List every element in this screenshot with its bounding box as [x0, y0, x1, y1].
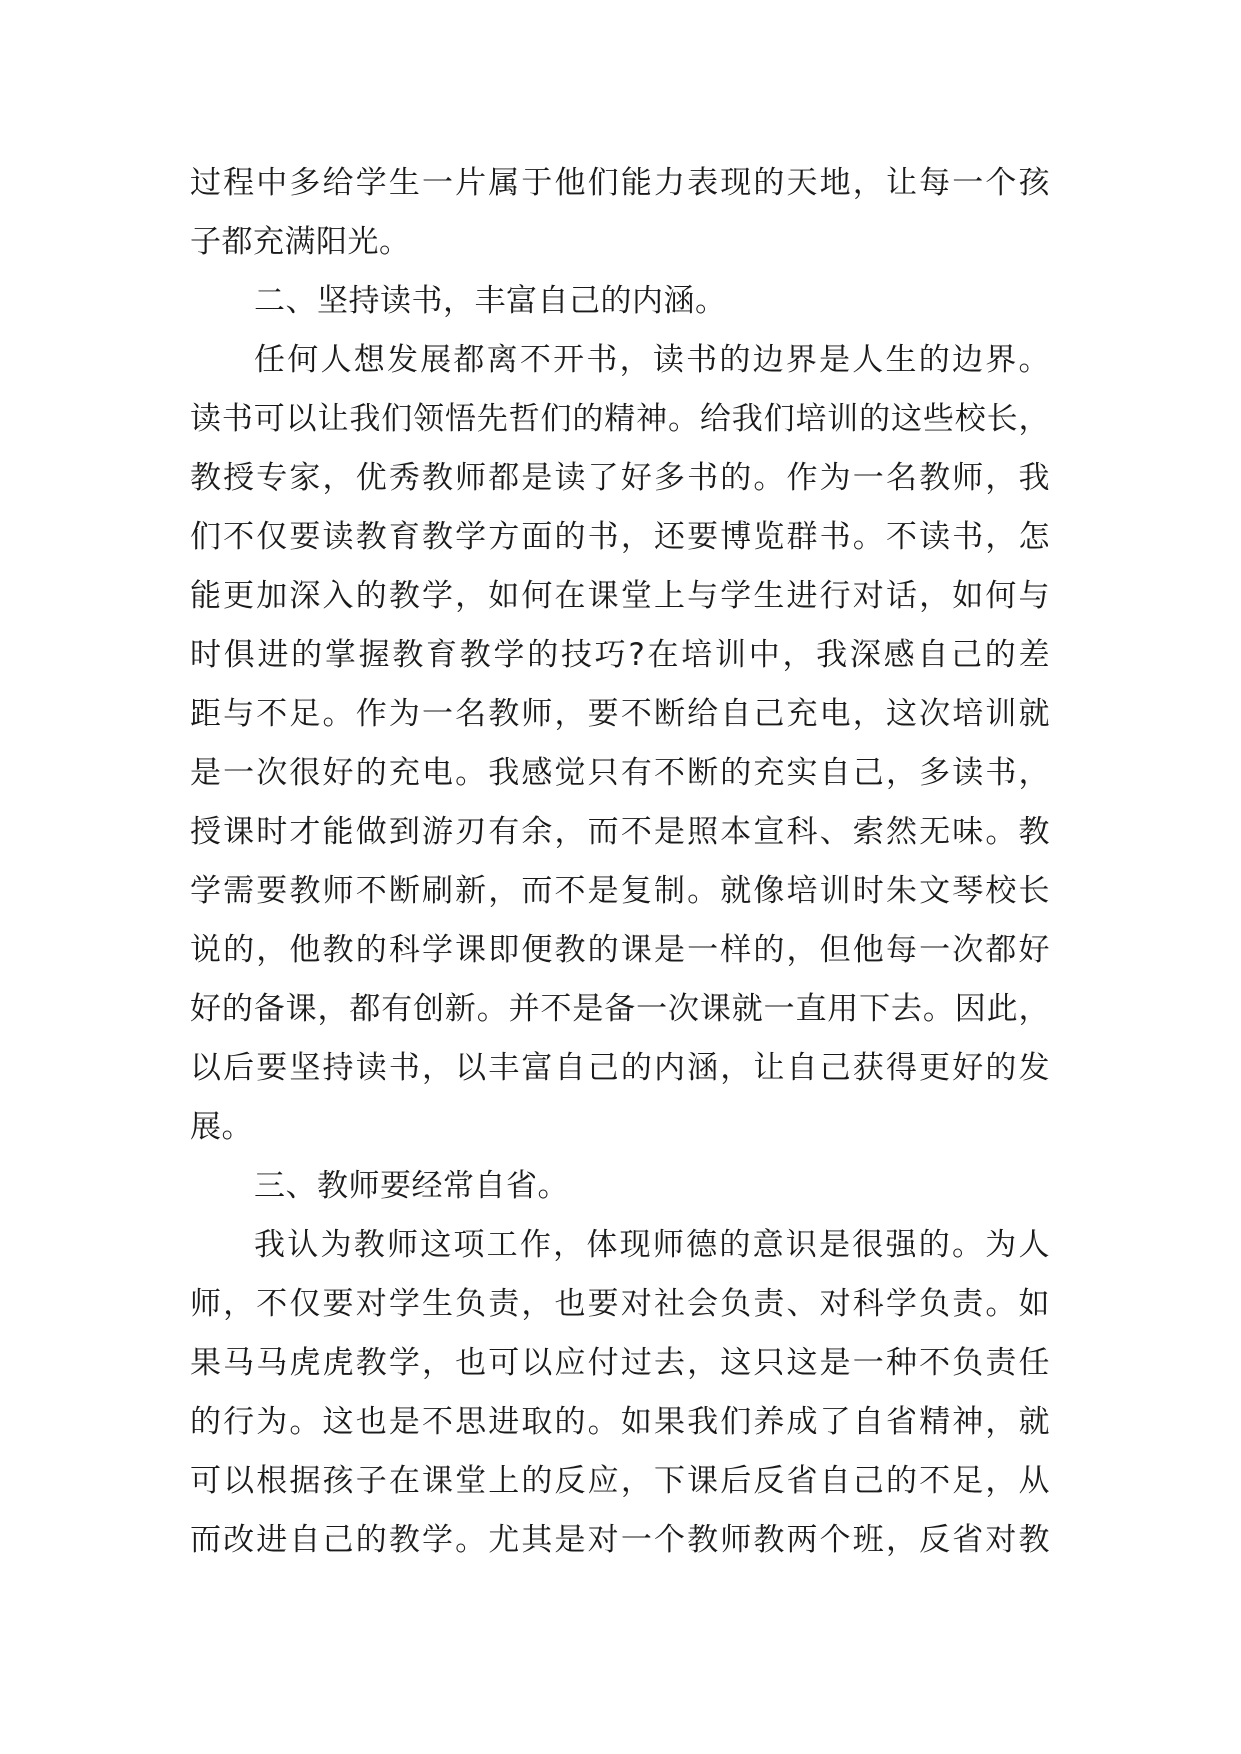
text-line: 能更加深入的教学，如何在课堂上与学生进行对话，如何与: [190, 578, 1050, 614]
text-line: 距与不足。作为一名教师，要不断给自己充电，这次培训就: [190, 696, 1050, 732]
text-line: 读书可以让我们领悟先哲们的精神。给我们培训的这些校长，: [190, 401, 1050, 437]
text-line: 任何人想发展都离不开书，读书的边界是人生的边界。: [254, 342, 1050, 378]
text-line: 好的备课，都有创新。并不是备一次课就一直用下去。因此，: [190, 991, 1050, 1027]
text-line: 果马马虎虎教学，也可以应付过去，这只这是一种不负责任: [190, 1345, 1050, 1381]
text-line: 授课时才能做到游刃有余，而不是照本宣科、索然无味。教: [190, 814, 1050, 850]
text-line: 我认为教师这项工作，体现师德的意识是很强的。为人: [254, 1227, 1050, 1263]
text-line: 的行为。这也是不思进取的。如果我们养成了自省精神，就: [190, 1404, 1050, 1440]
text-line: 是一次很好的充电。我感觉只有不断的充实自己，多读书，: [190, 755, 1050, 791]
document-body: [190, 154, 1050, 1570]
text-line: 以后要坚持读书，以丰富自己的内涵，让自己获得更好的发: [190, 1050, 1050, 1086]
text-line: 们不仅要读教育教学方面的书，还要博览群书。不读书，怎: [190, 519, 1050, 555]
text-line: 学需要教师不断刷新，而不是复制。就像培训时朱文琴校长: [190, 873, 1050, 909]
text-line: 师，不仅要对学生负责，也要对社会负责、对科学负责。如: [190, 1286, 1050, 1322]
text-line: 而改进自己的教学。尤其是对一个教师教两个班，反省对教: [190, 1522, 1050, 1558]
text-line: 过程中多给学生一片属于他们能力表现的天地，让每一个孩: [190, 165, 1050, 201]
text-line: 教授专家，优秀教师都是读了好多书的。作为一名教师，我: [190, 460, 1050, 496]
text-line: 时俱进的掌握教育教学的技巧?在培训中，我深感自己的差: [190, 637, 1050, 673]
text-line: 三、教师要经常自省。: [254, 1168, 569, 1204]
text-line: 二、坚持读书，丰富自己的内涵。: [254, 283, 727, 319]
text-line: 说的，他教的科学课即便教的课是一样的，但他每一次都好: [190, 932, 1050, 968]
text-line: 子都充满阳光。: [190, 224, 411, 260]
text-line: 展。: [190, 1109, 253, 1145]
text-line: 可以根据孩子在课堂上的反应，下课后反省自己的不足，从: [190, 1463, 1050, 1499]
